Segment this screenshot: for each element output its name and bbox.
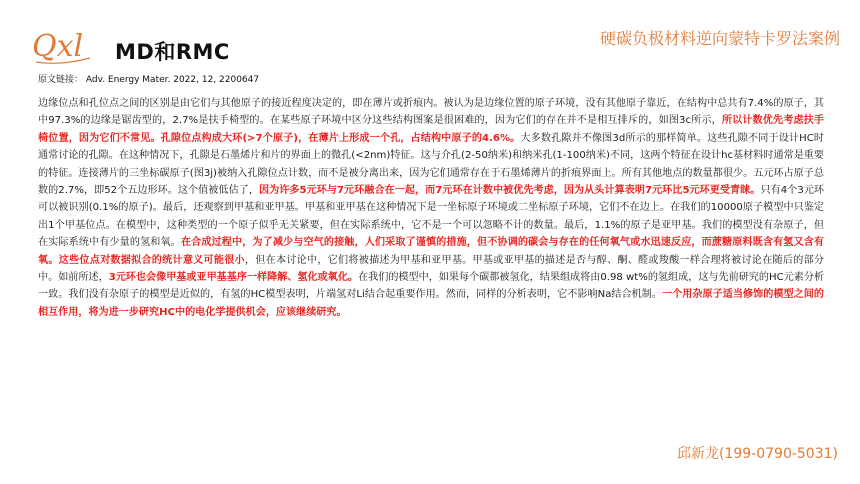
body-text-segment: ，但在本讨论中，它们将被描述为甲基和亚甲基。甲基或亚甲基的描述是否与醇、酮、醛或羧酸一样合理将被讨论在随后的部分中。如前所述， bbox=[38, 254, 825, 284]
contact-footer: 邱新龙(199-0790-5031) bbox=[676, 446, 838, 462]
page-title: MD和RMC bbox=[115, 40, 230, 64]
body-text-segment: 只有4个3元环可以被识别(0.1%的原子)。最后，还观察到甲基和亚甲基。甲基和亚甲基在这种情况下是一坐标原子环境或二坐标原子环境，它们不在边上。在我们的10000原子模型中只鉴定出1个甲基位点。在模型中，这种类型的一个原子似乎无关紧要，但在实际系统中，它不是一个可以忽略不计的数量。最后，1.1%的原子是亚甲基。我们的模型没有杂原子，但在实际系统中有少量的氢和氧。 bbox=[38, 185, 825, 249]
highlight-text: 3元环也会像甲基或亚甲基基序一样降解、氢化或氧化。 bbox=[108, 272, 359, 284]
highlight-text: 因为许多5元环与7元环融合在一起，而7元环在计数中被优先考虑，因为从头计算表明7元环比5元环更受青睐。 bbox=[258, 185, 761, 197]
body-paragraph bbox=[38, 95, 824, 321]
highlight-text: 一个用杂原子适当修饰的模型之间的相互作用，将为进一步研究HC中的电化学提供机会，应该继续研究。 bbox=[38, 289, 824, 318]
highlight-text: 在合成过程中，为了减少与空气的接触，人们采取了谨慎的措施，但不协调的碳会与存在的任何氧气或水迅速反应，而蔗糖原料既含有氢又含有氧。这些位点对数据拟合的统计意义可能很小 bbox=[38, 237, 825, 266]
body-text-segment: 边缘位点和孔位点之间的区别是由它们与其他原子的接近程度决定的，即在薄片或折痕内。被认为是边缘位置的原子环境，没有其他原子靠近，在结构中总共有7.4%的原子，其中97.3%的边缘是锯齿型的，2.7%是扶手椅型的。在某些原子环境中区分这些结构图案是很困难的，因为它们的存在并不是相互排斥的，如图3c所示， bbox=[38, 98, 824, 127]
deck-title: 硬碳负极材料逆向蒙特卡罗法案例 bbox=[599, 29, 840, 48]
brand-logo bbox=[30, 22, 110, 66]
body-text-segment: 在我们的模型中，如果每个碳都被氢化，结果组成将由0.98 wt%的氢组成，这与先前研究的HC元素分析一致。我们没有杂原子的模型是近似的，有氢的HC模型表明，片端氢对Li结合起重要作用。然而，同样的分析表明，它不影响Na结合机制。 bbox=[38, 272, 825, 301]
source-citation: 原文链接： Adv. Energy Mater. 2022, 12, 2200647 bbox=[38, 75, 260, 85]
logo-text: Qxl bbox=[32, 29, 84, 64]
body-text-segment: 大多数孔隙并不像图3d所示的那样简单。这些孔隙不同于设计HC时通常讨论的孔隙。在这种情况下，孔隙是石墨烯片和片的界面上的微孔(<2nm)特征。这与介孔(2-50纳米)和纳米孔(1-100纳米)不同，这两个特征在设计hc基材料时通常是重要的特征。连接薄片的三坐标碳原子(图3j)被纳入孔隙位点计数，而不是被分离出来，因为它们通常存在于石墨烯薄片的折痕界面上。所有其他地点的数量都很少。五元环占原子总数的2.7%，即52个五边形环。这个值被低估了， bbox=[38, 132, 824, 197]
highlight-text: 所以计数优先考虑扶手椅位置，因为它们不常见。孔隙位点构成大环(>7个原子)，在薄片上形成一个孔，占结构中原子的4.6%。 bbox=[38, 115, 825, 144]
